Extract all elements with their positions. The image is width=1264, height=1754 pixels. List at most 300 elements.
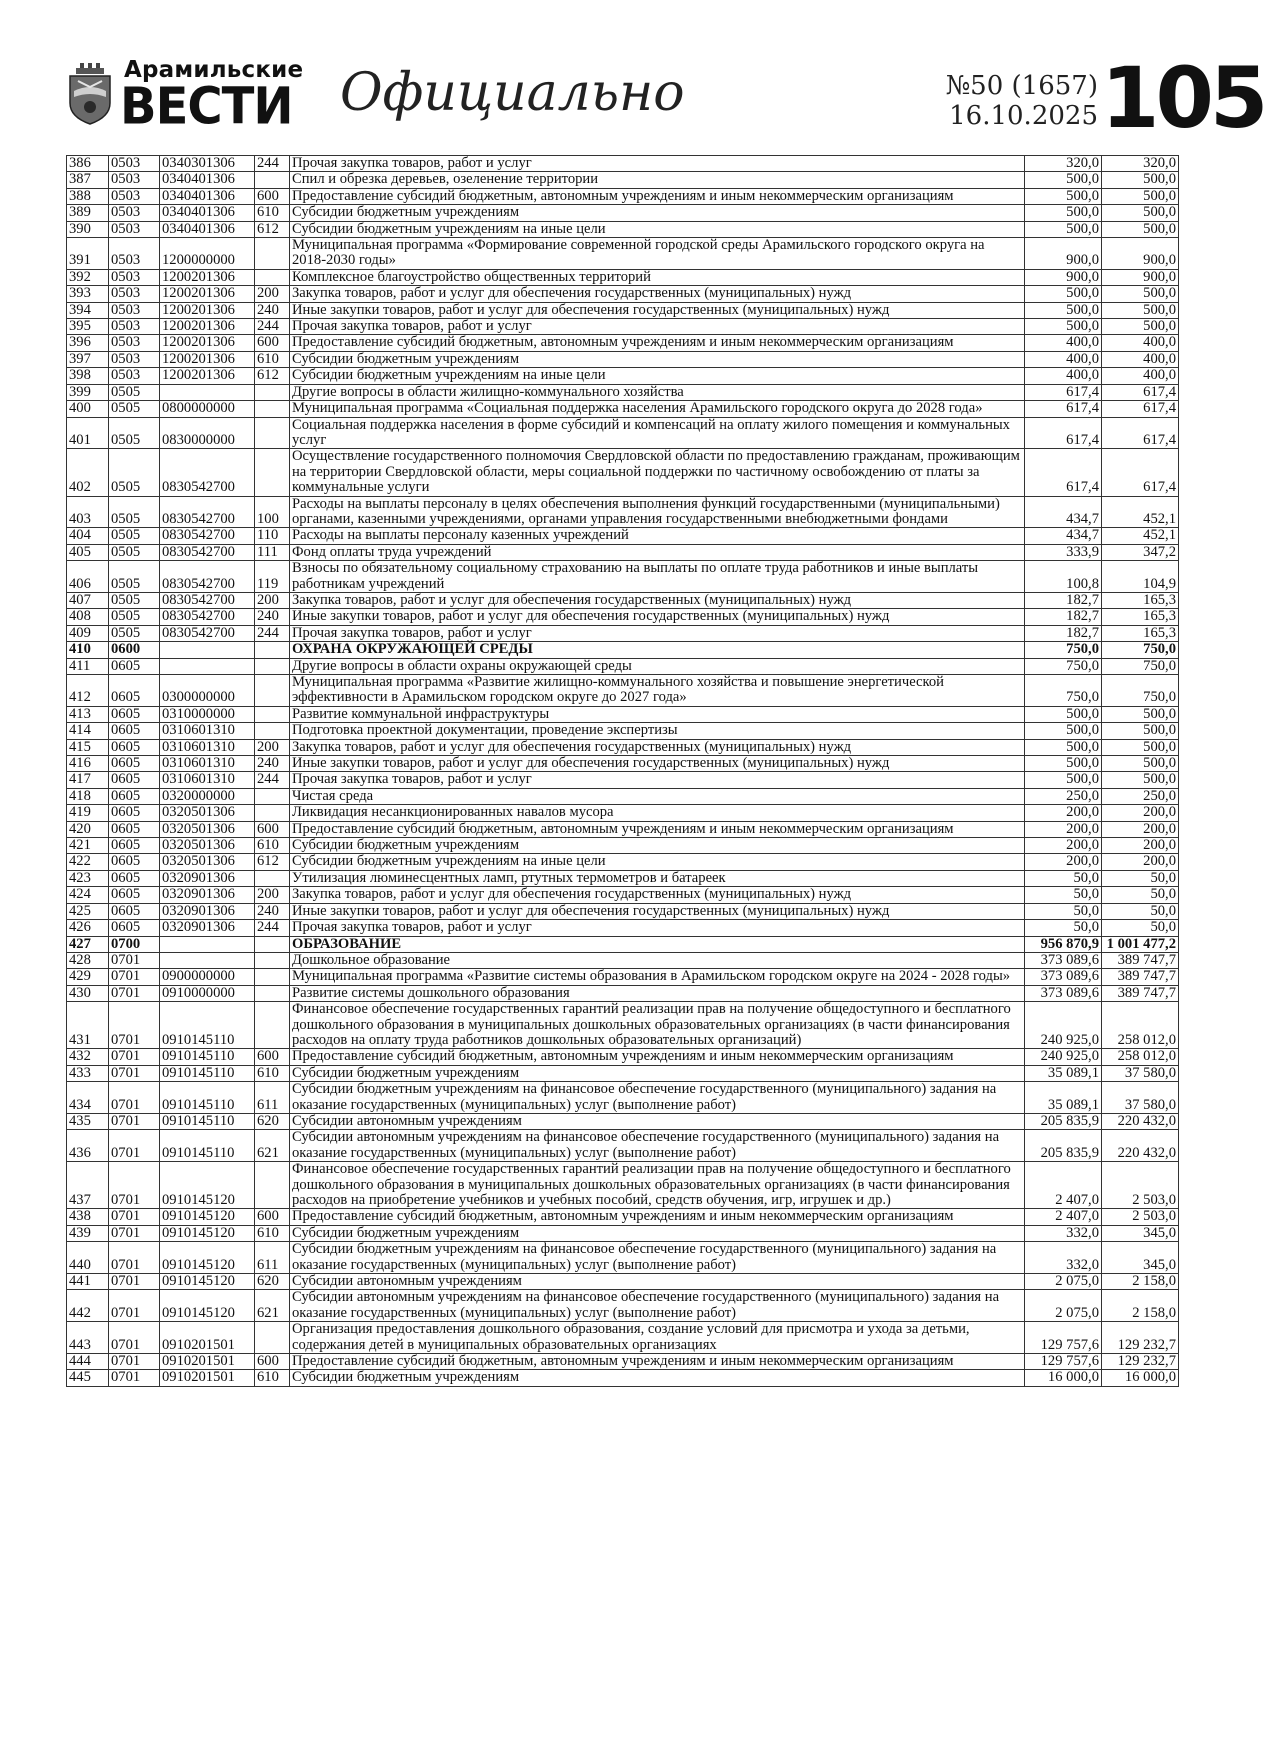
amount-2026: 900,0 bbox=[1025, 269, 1102, 285]
table-row bbox=[67, 723, 1179, 739]
table-row bbox=[67, 772, 1179, 788]
row-number: 411 bbox=[67, 658, 109, 674]
expense-name: Расходы на выплаты персоналу в целях обеспечения выполнения функций государственными (муниципальными) органами, казенными учреждениями, органами управления государственными внебюджетными фондами bbox=[290, 496, 1025, 528]
expense-type-code bbox=[255, 658, 290, 674]
section-code: 0505 bbox=[109, 496, 160, 528]
row-number: 399 bbox=[67, 384, 109, 400]
section-title: Официально bbox=[340, 63, 685, 123]
amount-2027: 220 432,0 bbox=[1102, 1113, 1179, 1129]
amount-2027: 129 232,7 bbox=[1102, 1354, 1179, 1370]
amount-2027: 104,9 bbox=[1102, 561, 1179, 593]
amount-2027: 617,4 bbox=[1102, 384, 1179, 400]
expense-type-code bbox=[255, 401, 290, 417]
section-code: 0503 bbox=[109, 319, 160, 335]
amount-2027: 500,0 bbox=[1102, 319, 1179, 335]
expense-name: Прочая закупка товаров, работ и услуг bbox=[290, 625, 1025, 641]
expense-type-code: 200 bbox=[255, 592, 290, 608]
amount-2026: 400,0 bbox=[1025, 335, 1102, 351]
expense-name: Муниципальная программа «Развитие жилищно-коммунального хозяйства и повышение энергетической эффективности в Арамильском городском округе до 2027 года» bbox=[290, 675, 1025, 707]
amount-2026: 617,4 bbox=[1025, 449, 1102, 496]
section-code: 0503 bbox=[109, 188, 160, 204]
section-code: 0605 bbox=[109, 658, 160, 674]
amount-2027: 2 503,0 bbox=[1102, 1162, 1179, 1209]
expense-name: Другие вопросы в области жилищно-коммунального хозяйства bbox=[290, 384, 1025, 400]
amount-2026: 500,0 bbox=[1025, 172, 1102, 188]
amount-2026: 500,0 bbox=[1025, 221, 1102, 237]
table-row bbox=[67, 1209, 1179, 1225]
table-row bbox=[67, 706, 1179, 722]
logo-subtitle: Арамильские bbox=[124, 57, 304, 83]
expense-name: Субсидии бюджетным учреждениям bbox=[290, 1065, 1025, 1081]
target-article-code: 0300000000 bbox=[160, 675, 255, 707]
section-code: 0503 bbox=[109, 221, 160, 237]
expense-type-code: 610 bbox=[255, 1065, 290, 1081]
amount-2027: 500,0 bbox=[1102, 706, 1179, 722]
table-row bbox=[67, 969, 1179, 985]
expense-name: ОБРАЗОВАНИЕ bbox=[290, 936, 1025, 952]
amount-2026: 205 835,9 bbox=[1025, 1113, 1102, 1129]
table-row bbox=[67, 739, 1179, 755]
amount-2027: 617,4 bbox=[1102, 449, 1179, 496]
table-row bbox=[67, 269, 1179, 285]
amount-2027: 500,0 bbox=[1102, 172, 1179, 188]
expense-name: Социальная поддержка населения в форме субсидий и компенсаций на оплату жилого помещения и коммунальных услуг bbox=[290, 417, 1025, 449]
amount-2027: 400,0 bbox=[1102, 368, 1179, 384]
target-article-code: 1200201306 bbox=[160, 302, 255, 318]
expense-type-code: 100 bbox=[255, 496, 290, 528]
target-article-code: 0340401306 bbox=[160, 172, 255, 188]
amount-2027: 37 580,0 bbox=[1102, 1065, 1179, 1081]
amount-2026: 2 075,0 bbox=[1025, 1290, 1102, 1322]
target-article-code: 1200201306 bbox=[160, 335, 255, 351]
amount-2026: 200,0 bbox=[1025, 854, 1102, 870]
amount-2027: 165,3 bbox=[1102, 609, 1179, 625]
table-row bbox=[67, 1002, 1179, 1049]
table-row bbox=[67, 238, 1179, 270]
section-code: 0503 bbox=[109, 238, 160, 270]
amount-2027: 320,0 bbox=[1102, 156, 1179, 172]
expense-name: Субсидии автономным учреждениям bbox=[290, 1113, 1025, 1129]
row-number: 401 bbox=[67, 417, 109, 449]
row-number: 431 bbox=[67, 1002, 109, 1049]
target-article-code: 0910000000 bbox=[160, 985, 255, 1001]
amount-2026: 400,0 bbox=[1025, 368, 1102, 384]
expense-name: Предоставление субсидий бюджетным, автономным учреждениям и иным некоммерческим организациям bbox=[290, 1209, 1025, 1225]
target-article-code: 0320901306 bbox=[160, 920, 255, 936]
amount-2026: 200,0 bbox=[1025, 838, 1102, 854]
row-number: 426 bbox=[67, 920, 109, 936]
expense-name: Подготовка проектной документации, проведение экспертизы bbox=[290, 723, 1025, 739]
expense-type-code: 610 bbox=[255, 1370, 290, 1386]
amount-2027: 37 580,0 bbox=[1102, 1082, 1179, 1114]
row-number: 435 bbox=[67, 1113, 109, 1129]
section-code: 0701 bbox=[109, 1290, 160, 1322]
row-number: 414 bbox=[67, 723, 109, 739]
amount-2027: 165,3 bbox=[1102, 592, 1179, 608]
table-row bbox=[67, 1290, 1179, 1322]
target-article-code: 0830542700 bbox=[160, 544, 255, 560]
section-code: 0701 bbox=[109, 985, 160, 1001]
table-row bbox=[67, 805, 1179, 821]
target-article-code: 0910145110 bbox=[160, 1049, 255, 1065]
amount-2026: 617,4 bbox=[1025, 384, 1102, 400]
expense-type-code bbox=[255, 936, 290, 952]
table-row bbox=[67, 335, 1179, 351]
row-number: 389 bbox=[67, 205, 109, 221]
expense-name: Субсидии бюджетным учреждениям bbox=[290, 1225, 1025, 1241]
section-code: 0503 bbox=[109, 205, 160, 221]
row-number: 427 bbox=[67, 936, 109, 952]
amount-2026: 500,0 bbox=[1025, 756, 1102, 772]
section-code: 0701 bbox=[109, 1065, 160, 1081]
section-code: 0503 bbox=[109, 156, 160, 172]
expense-name: Расходы на выплаты персоналу казенных учреждений bbox=[290, 528, 1025, 544]
expense-name: Муниципальная программа «Развитие системы образования в Арамильском городском округе на 2024 - 2028 годы» bbox=[290, 969, 1025, 985]
row-number: 397 bbox=[67, 351, 109, 367]
expense-type-code: 244 bbox=[255, 920, 290, 936]
expense-type-code: 612 bbox=[255, 854, 290, 870]
target-article-code: 0320000000 bbox=[160, 788, 255, 804]
row-number: 410 bbox=[67, 642, 109, 658]
amount-2026: 500,0 bbox=[1025, 772, 1102, 788]
amount-2027: 347,2 bbox=[1102, 544, 1179, 560]
expense-name: Иные закупки товаров, работ и услуг для обеспечения государственных (муниципальных) нужд bbox=[290, 903, 1025, 919]
section-code: 0605 bbox=[109, 854, 160, 870]
table-row bbox=[67, 319, 1179, 335]
table-row bbox=[67, 561, 1179, 593]
expense-type-code bbox=[255, 417, 290, 449]
target-article-code: 0910145110 bbox=[160, 1082, 255, 1114]
expense-name: Субсидии бюджетным учреждениям на иные цели bbox=[290, 854, 1025, 870]
expense-type-code: 244 bbox=[255, 625, 290, 641]
amount-2026: 332,0 bbox=[1025, 1225, 1102, 1241]
target-article-code: 0830542700 bbox=[160, 496, 255, 528]
target-article-code: 0830000000 bbox=[160, 417, 255, 449]
expense-name: Прочая закупка товаров, работ и услуг bbox=[290, 772, 1025, 788]
amount-2027: 50,0 bbox=[1102, 920, 1179, 936]
amount-2027: 200,0 bbox=[1102, 805, 1179, 821]
table-row bbox=[67, 854, 1179, 870]
target-article-code: 0320901306 bbox=[160, 887, 255, 903]
expense-type-code: 111 bbox=[255, 544, 290, 560]
amount-2026: 50,0 bbox=[1025, 870, 1102, 886]
section-code: 0605 bbox=[109, 772, 160, 788]
target-article-code: 0340401306 bbox=[160, 221, 255, 237]
section-code: 0505 bbox=[109, 609, 160, 625]
amount-2027: 500,0 bbox=[1102, 286, 1179, 302]
amount-2027: 50,0 bbox=[1102, 903, 1179, 919]
expense-name: Финансовое обеспечение государственных гарантий реализации прав на получение общедоступного и бесплатного дошкольного образования в муниципальных дошкольных образовательных организациях (в части финансирования расходов на приобретение учебников и учебных пособий, средств обучения, игр, игрушек и др.) bbox=[290, 1162, 1025, 1209]
expense-type-code: 600 bbox=[255, 1049, 290, 1065]
row-number: 422 bbox=[67, 854, 109, 870]
target-article-code: 1200201306 bbox=[160, 368, 255, 384]
table-row bbox=[67, 1322, 1179, 1354]
expense-type-code: 621 bbox=[255, 1290, 290, 1322]
row-number: 402 bbox=[67, 449, 109, 496]
expense-type-code bbox=[255, 952, 290, 968]
expense-name: Чистая среда bbox=[290, 788, 1025, 804]
target-article-code: 0320501306 bbox=[160, 854, 255, 870]
amount-2026: 205 835,9 bbox=[1025, 1130, 1102, 1162]
amount-2026: 617,4 bbox=[1025, 401, 1102, 417]
section-code: 0503 bbox=[109, 368, 160, 384]
amount-2026: 500,0 bbox=[1025, 188, 1102, 204]
page-number: 105 bbox=[1101, 49, 1264, 147]
expense-name: Субсидии бюджетным учреждениям bbox=[290, 351, 1025, 367]
amount-2027: 50,0 bbox=[1102, 887, 1179, 903]
target-article-code: 0910145110 bbox=[160, 1002, 255, 1049]
target-article-code bbox=[160, 952, 255, 968]
target-article-code: 0310601310 bbox=[160, 756, 255, 772]
table-row bbox=[67, 1113, 1179, 1129]
expense-name: Финансовое обеспечение государственных гарантий реализации прав на получение общедоступного и бесплатного дошкольного образования в муниципальных дошкольных образовательных организациях (в части финансирования расходов на оплату труда работников дошкольных образовательных организаций) bbox=[290, 1002, 1025, 1049]
expense-name: Прочая закупка товаров, работ и услуг bbox=[290, 156, 1025, 172]
table-row bbox=[67, 1065, 1179, 1081]
section-code: 0505 bbox=[109, 544, 160, 560]
amount-2026: 2 407,0 bbox=[1025, 1162, 1102, 1209]
expense-type-code: 620 bbox=[255, 1113, 290, 1129]
amount-2027: 389 747,7 bbox=[1102, 969, 1179, 985]
amount-2026: 500,0 bbox=[1025, 319, 1102, 335]
amount-2026: 956 870,9 bbox=[1025, 936, 1102, 952]
amount-2026: 900,0 bbox=[1025, 238, 1102, 270]
section-code: 0503 bbox=[109, 302, 160, 318]
amount-2027: 500,0 bbox=[1102, 772, 1179, 788]
amount-2026: 182,7 bbox=[1025, 609, 1102, 625]
expense-name: Развитие коммунальной инфраструктуры bbox=[290, 706, 1025, 722]
amount-2026: 129 757,6 bbox=[1025, 1322, 1102, 1354]
table-row bbox=[67, 1130, 1179, 1162]
amount-2026: 240 925,0 bbox=[1025, 1049, 1102, 1065]
row-number: 415 bbox=[67, 739, 109, 755]
section-code: 0701 bbox=[109, 1113, 160, 1129]
table-row bbox=[67, 1354, 1179, 1370]
section-code: 0503 bbox=[109, 269, 160, 285]
row-number: 430 bbox=[67, 985, 109, 1001]
target-article-code bbox=[160, 658, 255, 674]
target-article-code: 0830542700 bbox=[160, 592, 255, 608]
expense-name: Субсидии бюджетным учреждениям на финансовое обеспечение государственного (муниципального) задания на оказание государственных (муниципальных) услуг (выполнение работ) bbox=[290, 1082, 1025, 1114]
expense-type-code: 611 bbox=[255, 1242, 290, 1274]
section-code: 0505 bbox=[109, 625, 160, 641]
table-row bbox=[67, 592, 1179, 608]
expense-type-code: 200 bbox=[255, 739, 290, 755]
row-number: 428 bbox=[67, 952, 109, 968]
row-number: 391 bbox=[67, 238, 109, 270]
row-number: 403 bbox=[67, 496, 109, 528]
expense-name: Спил и обрезка деревьев, озеленение территории bbox=[290, 172, 1025, 188]
amount-2027: 345,0 bbox=[1102, 1225, 1179, 1241]
table-row bbox=[67, 1049, 1179, 1065]
expense-name: Субсидии бюджетным учреждениям bbox=[290, 205, 1025, 221]
expense-name: Развитие системы дошкольного образования bbox=[290, 985, 1025, 1001]
row-number: 445 bbox=[67, 1370, 109, 1386]
section-code: 0605 bbox=[109, 723, 160, 739]
row-number: 439 bbox=[67, 1225, 109, 1241]
expense-name: Субсидии бюджетным учреждениям bbox=[290, 838, 1025, 854]
target-article-code: 0830542700 bbox=[160, 561, 255, 593]
section-code: 0505 bbox=[109, 528, 160, 544]
issue-date: 16.10.2025 bbox=[949, 101, 1098, 131]
expense-name: Иные закупки товаров, работ и услуг для обеспечения государственных (муниципальных) нужд bbox=[290, 302, 1025, 318]
amount-2026: 250,0 bbox=[1025, 788, 1102, 804]
target-article-code: 0800000000 bbox=[160, 401, 255, 417]
expense-type-code: 240 bbox=[255, 609, 290, 625]
amount-2026: 500,0 bbox=[1025, 723, 1102, 739]
amount-2026: 2 075,0 bbox=[1025, 1274, 1102, 1290]
expense-name: Иные закупки товаров, работ и услуг для обеспечения государственных (муниципальных) нужд bbox=[290, 756, 1025, 772]
row-number: 420 bbox=[67, 821, 109, 837]
amount-2027: 16 000,0 bbox=[1102, 1370, 1179, 1386]
section-code: 0700 bbox=[109, 936, 160, 952]
section-code: 0605 bbox=[109, 821, 160, 837]
expense-type-code bbox=[255, 870, 290, 886]
section-code: 0605 bbox=[109, 887, 160, 903]
amount-2026: 35 089,1 bbox=[1025, 1082, 1102, 1114]
table-row bbox=[67, 188, 1179, 204]
section-code: 0701 bbox=[109, 1162, 160, 1209]
expense-name: Субсидии бюджетным учреждениям на финансовое обеспечение государственного (муниципального) задания на оказание государственных (муниципальных) услуг (выполнение работ) bbox=[290, 1242, 1025, 1274]
row-number: 390 bbox=[67, 221, 109, 237]
table-row bbox=[67, 821, 1179, 837]
table-row bbox=[67, 1274, 1179, 1290]
amount-2027: 389 747,7 bbox=[1102, 985, 1179, 1001]
row-number: 441 bbox=[67, 1274, 109, 1290]
amount-2027: 400,0 bbox=[1102, 351, 1179, 367]
expense-type-code bbox=[255, 172, 290, 188]
row-number: 405 bbox=[67, 544, 109, 560]
row-number: 421 bbox=[67, 838, 109, 854]
expense-type-code: 244 bbox=[255, 319, 290, 335]
target-article-code: 0340401306 bbox=[160, 188, 255, 204]
expense-type-code: 240 bbox=[255, 903, 290, 919]
amount-2027: 750,0 bbox=[1102, 642, 1179, 658]
amount-2027: 165,3 bbox=[1102, 625, 1179, 641]
target-article-code: 0910201501 bbox=[160, 1322, 255, 1354]
expense-type-code: 200 bbox=[255, 887, 290, 903]
expense-name: Субсидии автономным учреждениям bbox=[290, 1274, 1025, 1290]
row-number: 432 bbox=[67, 1049, 109, 1065]
section-code: 0701 bbox=[109, 952, 160, 968]
expense-type-code bbox=[255, 269, 290, 285]
row-number: 409 bbox=[67, 625, 109, 641]
amount-2027: 500,0 bbox=[1102, 739, 1179, 755]
amount-2027: 50,0 bbox=[1102, 870, 1179, 886]
table-row bbox=[67, 172, 1179, 188]
target-article-code: 0310000000 bbox=[160, 706, 255, 722]
section-code: 0701 bbox=[109, 1354, 160, 1370]
amount-2027: 200,0 bbox=[1102, 854, 1179, 870]
expense-name: Субсидии бюджетным учреждениям bbox=[290, 1370, 1025, 1386]
amount-2027: 900,0 bbox=[1102, 269, 1179, 285]
row-number: 408 bbox=[67, 609, 109, 625]
amount-2026: 400,0 bbox=[1025, 351, 1102, 367]
expense-name: Взносы по обязательному социальному страхованию на выплаты по оплате труда работников и иные выплаты работникам учреждений bbox=[290, 561, 1025, 593]
table-row bbox=[67, 642, 1179, 658]
table-row bbox=[67, 1370, 1179, 1386]
table-row bbox=[67, 384, 1179, 400]
expense-type-code: 240 bbox=[255, 302, 290, 318]
expense-type-code bbox=[255, 788, 290, 804]
section-code: 0605 bbox=[109, 739, 160, 755]
row-number: 407 bbox=[67, 592, 109, 608]
expense-type-code bbox=[255, 985, 290, 1001]
row-number: 396 bbox=[67, 335, 109, 351]
target-article-code: 0910145120 bbox=[160, 1162, 255, 1209]
issue-info bbox=[878, 71, 1098, 131]
row-number: 442 bbox=[67, 1290, 109, 1322]
expense-type-code: 200 bbox=[255, 286, 290, 302]
expense-type-code: 610 bbox=[255, 838, 290, 854]
target-article-code: 0910201501 bbox=[160, 1354, 255, 1370]
row-number: 395 bbox=[67, 319, 109, 335]
amount-2027: 617,4 bbox=[1102, 417, 1179, 449]
target-article-code: 0830542700 bbox=[160, 528, 255, 544]
expense-type-code bbox=[255, 969, 290, 985]
section-code: 0503 bbox=[109, 172, 160, 188]
section-code: 0605 bbox=[109, 920, 160, 936]
amount-2027: 900,0 bbox=[1102, 238, 1179, 270]
amount-2027: 500,0 bbox=[1102, 221, 1179, 237]
section-code: 0701 bbox=[109, 1322, 160, 1354]
amount-2027: 345,0 bbox=[1102, 1242, 1179, 1274]
amount-2026: 182,7 bbox=[1025, 592, 1102, 608]
amount-2027: 200,0 bbox=[1102, 821, 1179, 837]
section-code: 0605 bbox=[109, 756, 160, 772]
amount-2027: 2 158,0 bbox=[1102, 1290, 1179, 1322]
amount-2026: 500,0 bbox=[1025, 706, 1102, 722]
expense-type-code: 611 bbox=[255, 1082, 290, 1114]
expense-type-code: 110 bbox=[255, 528, 290, 544]
section-code: 0701 bbox=[109, 1209, 160, 1225]
amount-2026: 332,0 bbox=[1025, 1242, 1102, 1274]
expense-name: Субсидии бюджетным учреждениям на иные цели bbox=[290, 368, 1025, 384]
row-number: 418 bbox=[67, 788, 109, 804]
table-row bbox=[67, 156, 1179, 172]
amount-2027: 617,4 bbox=[1102, 401, 1179, 417]
issue-number: №50 (1657) bbox=[945, 71, 1098, 101]
expense-name: Прочая закупка товаров, работ и услуг bbox=[290, 920, 1025, 936]
target-article-code: 0910145110 bbox=[160, 1130, 255, 1162]
table-row bbox=[67, 528, 1179, 544]
amount-2027: 129 232,7 bbox=[1102, 1322, 1179, 1354]
table-row bbox=[67, 903, 1179, 919]
expense-name: Субсидии автономным учреждениям на финансовое обеспечение государственного (муниципального) задания на оказание государственных (муниципальных) услуг (выполнение работ) bbox=[290, 1290, 1025, 1322]
target-article-code: 0910145120 bbox=[160, 1225, 255, 1241]
expense-name: Иные закупки товаров, работ и услуг для обеспечения государственных (муниципальных) нужд bbox=[290, 609, 1025, 625]
section-code: 0605 bbox=[109, 903, 160, 919]
amount-2026: 16 000,0 bbox=[1025, 1370, 1102, 1386]
target-article-code: 1200201306 bbox=[160, 269, 255, 285]
section-code: 0605 bbox=[109, 706, 160, 722]
expense-type-code bbox=[255, 1002, 290, 1049]
expense-name: Закупка товаров, работ и услуг для обеспечения государственных (муниципальных) нужд bbox=[290, 739, 1025, 755]
section-code: 0701 bbox=[109, 1049, 160, 1065]
row-number: 400 bbox=[67, 401, 109, 417]
section-code: 0605 bbox=[109, 838, 160, 854]
amount-2027: 200,0 bbox=[1102, 838, 1179, 854]
amount-2027: 500,0 bbox=[1102, 188, 1179, 204]
row-number: 440 bbox=[67, 1242, 109, 1274]
table-row bbox=[67, 658, 1179, 674]
target-article-code: 0900000000 bbox=[160, 969, 255, 985]
row-number: 388 bbox=[67, 188, 109, 204]
table-row bbox=[67, 1082, 1179, 1114]
amount-2026: 240 925,0 bbox=[1025, 1002, 1102, 1049]
amount-2026: 373 089,6 bbox=[1025, 952, 1102, 968]
amount-2027: 1 001 477,2 bbox=[1102, 936, 1179, 952]
amount-2026: 50,0 bbox=[1025, 887, 1102, 903]
